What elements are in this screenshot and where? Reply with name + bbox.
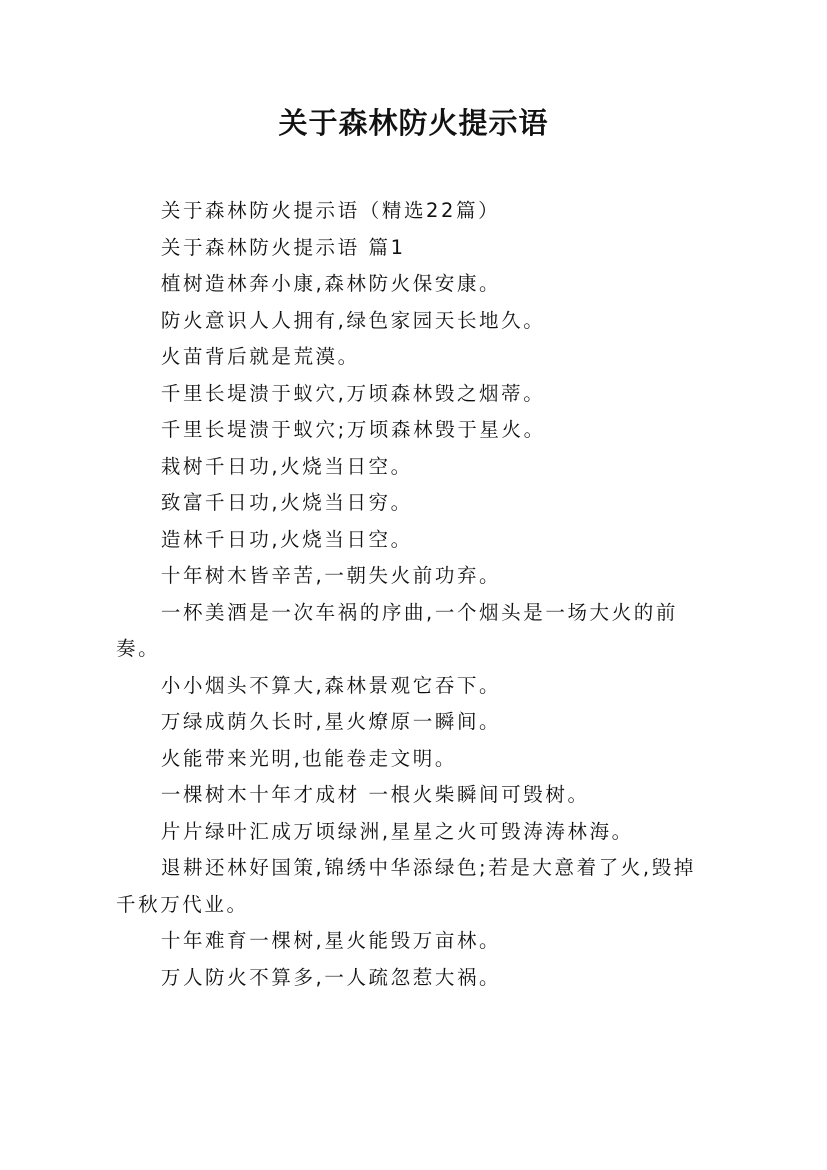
document-title: 关于森林防火提示语 bbox=[278, 106, 549, 140]
paragraph: 造林千日功,火烧当日空。 bbox=[160, 527, 413, 551]
paragraph: 一杯美酒是一次车祸的序曲,一个烟头是一场大火的前奏。 bbox=[116, 600, 678, 660]
paragraph: 万绿成荫久长时,星火燎原一瞬间。 bbox=[160, 710, 502, 733]
paragraph: 火能带来光明,也能卷走文明。 bbox=[160, 746, 457, 770]
paragraph: 栽树千日功,火烧当日空。 bbox=[160, 454, 413, 478]
paragraph: 万人防火不算多,一人疏忽惹大祸。 bbox=[160, 965, 502, 989]
paragraph: 植树造林奔小康,森林防火保安康。 bbox=[160, 272, 502, 295]
paragraph-section-heading: 关于森林防火提示语 篇1 bbox=[160, 235, 406, 259]
paragraph: 火苗背后就是荒漠。 bbox=[160, 345, 360, 368]
paragraph: 防火意识人人拥有,绿色家园天长地久。 bbox=[160, 308, 546, 332]
paragraph: 千里长堤溃于蚁穴;万顷森林毁于星火。 bbox=[160, 418, 546, 441]
paragraph: 千里长堤溃于蚁穴,万顷森林毁之烟蒂。 bbox=[160, 381, 546, 405]
paragraph: 十年难育一棵树,星火能毁万亩林。 bbox=[160, 929, 502, 952]
paragraph-subtitle: 关于森林防火提示语（精选22篇） bbox=[160, 199, 501, 222]
paragraph: 一棵树木十年才成材 一根火柴瞬间可毁树。 bbox=[160, 783, 590, 806]
paragraph: 十年树木皆辛苦,一朝失火前功弃。 bbox=[160, 564, 502, 587]
paragraph: 小小烟头不算大,森林景观它吞下。 bbox=[160, 673, 502, 697]
document-body bbox=[116, 193, 706, 996]
paragraph: 退耕还林好国策,锦绣中华添绿色;若是大意着了火,毁掉千秋万代业。 bbox=[116, 856, 696, 916]
paragraph: 片片绿叶汇成万顷绿洲,星星之火可毁涛涛林海。 bbox=[160, 819, 634, 843]
paragraph: 致富千日功,火烧当日穷。 bbox=[160, 491, 413, 514]
